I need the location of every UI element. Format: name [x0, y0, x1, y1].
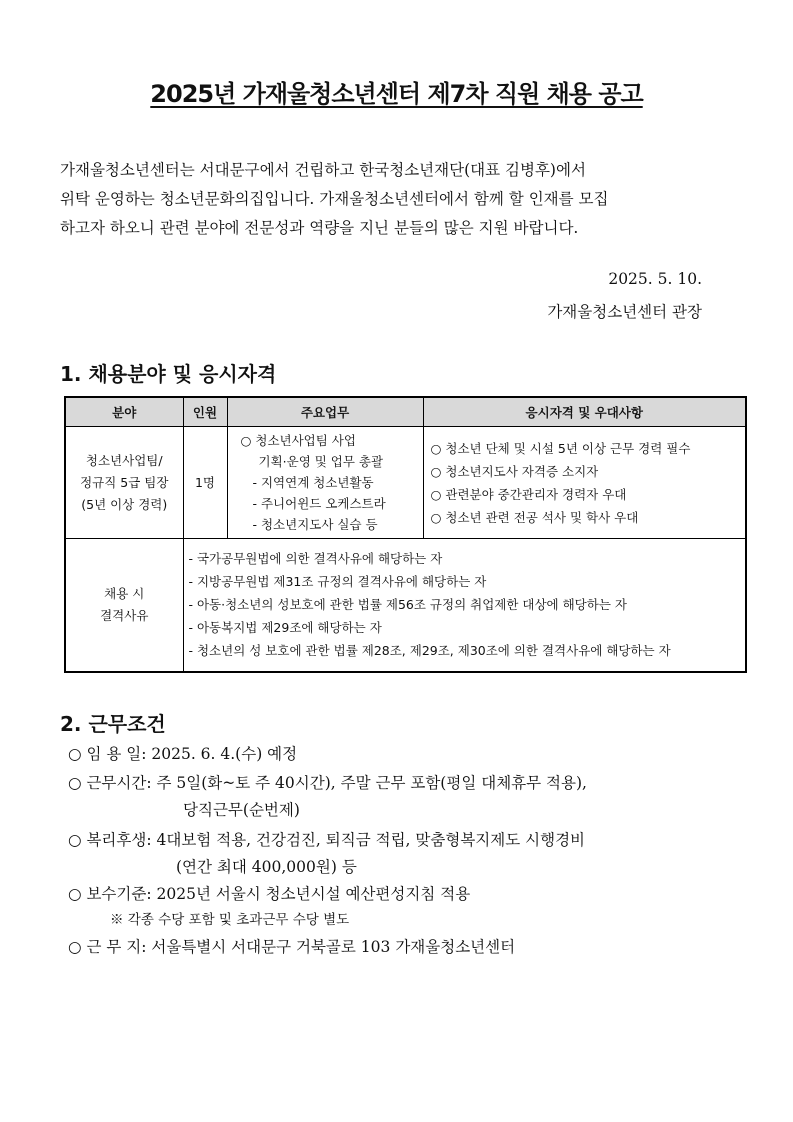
condition-pay: ○ 보수기준: 2025년 서울시 청소년시설 예산편성지침 적용	[68, 885, 471, 903]
condition-hours: ○ 근무시간: 주 5일(화~토 주 40시간), 주말 근무 포함(평일 대체휴무 적용),	[68, 774, 587, 792]
table-row	[65, 539, 746, 672]
recruitment-table	[64, 396, 747, 673]
field-line: 청소년사업팀/	[85, 452, 163, 468]
intro-line: 하고자 하오니 관련 분야에 전문성과 역량을 지닌 분들의 많은 지원 바랍니다.	[60, 219, 579, 237]
condition-location: ○ 근 무 지: 서울특별시 서대문구 거북골로 103 가재울청소년센터	[68, 938, 516, 956]
disq-label-line: 결격사유	[100, 607, 149, 623]
condition-welfare: ○ 복리후생: 4대보험 적용, 건강검진, 퇴직금 적립, 맞춤형복지제도 시행경비	[68, 831, 586, 849]
intro-line: 가재울청소년센터는 서대문구에서 건립하고 한국청소년재단(대표 김병후)에서	[60, 161, 586, 179]
issuer: 가재울청소년센터 관장	[547, 303, 702, 321]
table-header-row	[65, 397, 746, 427]
header-field: 분야	[65, 397, 183, 427]
section2-heading: 2. 근무조건	[60, 712, 166, 736]
condition-welfare-cont: (연간 최대 400,000원) 등	[176, 858, 357, 876]
condition-pay-note: ※ 각종 수당 포함 및 초과근무 수당 별도	[110, 912, 350, 928]
qualifications-cell	[423, 427, 746, 539]
disq-label-cell	[65, 539, 183, 672]
field-cell	[65, 427, 183, 539]
header-count: 인원	[183, 397, 227, 427]
qualification-item: ○ 청소년 단체 및 시설 5년 이상 근무 경력 필수	[430, 440, 691, 456]
header-duties: 주요업무	[227, 397, 423, 427]
section1-heading: 1. 채용분야 및 응시자격	[60, 362, 277, 386]
table-row	[65, 427, 746, 539]
intro-paragraph	[60, 156, 720, 243]
qualification-item: ○ 청소년지도사 자격증 소지자	[430, 463, 599, 479]
announcement-date: 2025. 5. 10.	[608, 270, 702, 288]
condition-hours-cont: 당직근무(순번제)	[183, 801, 300, 819]
field-line: (5년 이상 경력)	[81, 496, 168, 512]
qualification-item: ○ 청소년 관련 전공 석사 및 학사 우대	[430, 509, 639, 525]
disqualification-item: - 지방공무원법 제31조 규정의 결격사유에 해당하는 자	[188, 574, 487, 590]
disq-label-line: 채용 시	[104, 585, 145, 601]
disqualification-item: - 국가공무원법에 의한 결격사유에 해당하는 자	[188, 551, 443, 567]
intro-line: 위탁 운영하는 청소년문화의집입니다. 가재울청소년센터에서 함께 할 인재를 모집	[60, 190, 609, 208]
duties-cell	[227, 427, 423, 539]
page-title: 2025년 가재울청소년센터 제7차 직원 채용 공고	[150, 80, 643, 108]
condition-start-date: ○ 임 용 일: 2025. 6. 4.(수) 예정	[68, 745, 298, 763]
duty-item: - 주니어윈드 오케스트라	[252, 496, 386, 511]
duty-item: - 청소년지도사 실습 등	[252, 517, 378, 532]
disqualification-item: - 아동·청소년의 성보호에 관한 법률 제56조 규정의 취업제한 대상에 해당하는 자	[188, 597, 627, 613]
qualification-item: ○ 관련분야 중간관리자 경력자 우대	[430, 486, 627, 502]
disqualification-item: - 청소년의 성 보호에 관한 법률 제28조, 제29조, 제30조에 의한 결격사유에 해당하는 자	[188, 643, 671, 659]
duty-item: ○ 청소년사업팀 사업	[240, 433, 356, 448]
count-cell: 1명	[183, 427, 227, 539]
header-qualifications: 응시자격 및 우대사항	[423, 397, 746, 427]
duty-item: - 지역연계 청소년활동	[252, 475, 374, 490]
duty-item: 기획·운영 및 업무 총괄	[258, 454, 384, 469]
field-line: 정규직 5급 팀장	[80, 474, 169, 490]
disqualifications-cell	[183, 539, 746, 672]
disqualification-item: - 아동복지법 제29조에 해당하는 자	[188, 620, 382, 636]
